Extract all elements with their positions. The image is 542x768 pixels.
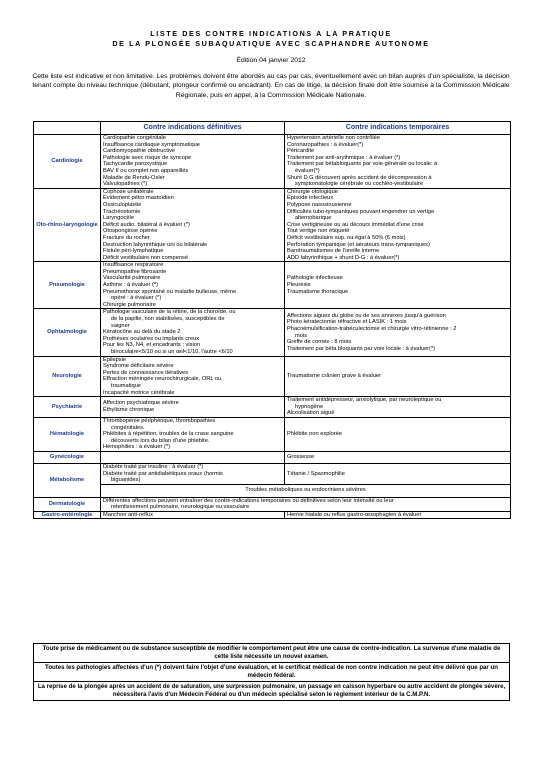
cell-line: Affection psychiatrique sévère (103, 400, 179, 407)
cell-line: Effraction méningée neurochirurgicale, ORL ou (103, 376, 222, 383)
cell-line: Pneumothorax spontané ou maladie bulleuse, même (103, 288, 237, 295)
cell-line: Cardiomyopathie obstructive (103, 148, 176, 155)
table-row (34, 262, 511, 309)
cell-line: Évidement pétro mastoïdien (103, 195, 174, 202)
cell-line: Cophose unilatérale (103, 188, 154, 195)
cell-line: Déficit vestibulaire non compensé (103, 254, 189, 261)
table-row (34, 356, 511, 397)
cell-line: Tout vertige non étiqueté (287, 228, 350, 235)
cell-line: Shunt D G découvert après accident de décompression à (287, 174, 432, 181)
cell-definitive (101, 309, 285, 356)
cell-line: Trachéostomie (103, 208, 141, 215)
cell-line: BAV II ou complet non appareillés (103, 167, 189, 174)
cell-line: Destruction labyrinthique uni ou bilatérale (103, 241, 208, 248)
category-label: Gastro-entérologie (34, 511, 101, 519)
category-label: Cardiologie (34, 135, 101, 189)
cell-line: Insuffisance respiratoire (103, 262, 164, 269)
header-temporary: Contre indications temporaires (285, 122, 511, 135)
cell-line: Prothèses oculaires ou implants creux (103, 335, 200, 342)
cell-line: Phacoémulsification-trabéculectomie et chirurgie vitro-rétinienne : 2 (287, 325, 457, 332)
category-label: Dermatologie (34, 497, 101, 511)
cell-line: de la papille, non stabilisées, susceptibles de (111, 316, 225, 323)
cell-line: Vascularité pulmonaire (103, 275, 161, 282)
category-label: Ophtalmologie (34, 309, 101, 356)
cell-definitive (101, 135, 285, 189)
cell-both (101, 497, 511, 511)
table-row (34, 463, 511, 484)
cell-line: congénitales. (111, 424, 145, 431)
cell-line: Alcoolisation aiguë (287, 410, 335, 417)
cell-line: Incapacité motrice cérébrale (103, 389, 175, 396)
cell-line: évaluer(*) (295, 167, 320, 174)
cell-line: Différentes affections peuvent entraîner des contre-indications temporaires ou définitives selon leur intensité ou leur (103, 497, 394, 504)
cell-line: Traumatisme crânien grave à évaluer (287, 373, 381, 380)
cell-line: biguanides) (111, 477, 141, 484)
category-label: Psychiatrie (34, 397, 101, 418)
cell-line: Cardiopathie congénitale (103, 135, 166, 141)
cell-metabolic-extra: Troubles métaboliques ou endocriniens sévères (101, 484, 511, 497)
cell-line: Traumatisme thoracique (287, 288, 349, 295)
cell-line: Éthylisme chronique (103, 407, 155, 414)
cell-temporary (285, 188, 511, 262)
cell-line: Syndrome déficitaire sévère (103, 363, 174, 370)
cell-line: Traitement par bétabloquants par voie générale ou locale: à (287, 161, 438, 168)
cell-line: Perforation tympanique (et aérateurs trans-tympaniques) (287, 241, 430, 248)
table-row (34, 451, 511, 463)
cell-temporary (285, 417, 511, 451)
cell-line: Polypose nasosinusienne (287, 201, 352, 208)
cell-line: Barotraumatismes de l'oreille interne (287, 248, 380, 255)
cell-line: mois (295, 332, 308, 339)
cell-line: Otospongiose opérée (103, 228, 158, 235)
cell-line: Traitement antidépresseur, anxiolytique, par neuroleptique ou (287, 397, 442, 404)
table-row (34, 397, 511, 418)
cell-line: Déficit audio. bilatéral à évaluer (*) (103, 221, 190, 228)
cell-line: Pour les N3, N4, et encadrants : vision (103, 342, 201, 349)
cell-temporary (285, 511, 511, 519)
intro-paragraph: Cette liste est indicative et non limitative. Les problèmes doivent être abordés au cas par cas, éventuellement avec un bilan auprès d'un spécialiste, la décision tenant compte du niveau technique (débutant, plongeur confirmé ou encadrant). En cas de litige, la décision finale doit être soumise à la Commission Médicale Régionale, puis en appel, à la Commission Médicale Nationale. (32, 73, 510, 99)
cell-line: Affections aigues du globe ou de ses annexes jusqu'à guérison (287, 312, 446, 319)
table-body (34, 135, 511, 519)
table-row (34, 309, 511, 356)
cell-definitive (101, 356, 285, 397)
table-row (34, 417, 511, 451)
cell-definitive (101, 511, 285, 519)
cell-line: Fracture du rocher (103, 234, 150, 241)
cell-line: Tétanie / Spasmophilie (287, 470, 345, 477)
cell-line: Hernie hiatale ou reflux gastro-œsophagien à évaluer (287, 511, 422, 518)
cell-line: Ossiculoplastie (103, 201, 142, 208)
cell-line: Kératocône au delà du stade 2 (103, 329, 181, 336)
table-row (34, 497, 511, 511)
cell-line: Pathologie vasculaire de la rétine, de la choroïde, ou (103, 309, 236, 316)
category-label: Hématologie (34, 417, 101, 451)
cell-line: Pleurésie (287, 282, 311, 289)
cell-line: Coronaropathies : à évaluer(*) (287, 141, 364, 148)
cell-line: Maladie de Rendu-Osler (103, 174, 165, 181)
cell-line: Diabète traité par antidiabétiques oraux (hormis (103, 470, 223, 477)
cell-line: Hypertension artérielle non contrôlée (287, 135, 380, 141)
category-label: Oto-rhino-laryngologie (34, 188, 101, 262)
header-definitive: Contre indications définitives (101, 122, 285, 135)
cell-temporary (285, 356, 511, 397)
cell-temporary (285, 451, 511, 463)
cell-definitive (101, 262, 285, 309)
cell-line: saigner (111, 322, 130, 329)
cell-line: Grossesse (287, 454, 315, 461)
cell-line: ADD labyrinthique + shunt D-G : à évaluer(*) (287, 254, 400, 261)
cell-temporary (285, 309, 511, 356)
cell-line: binoculaire<5/10 ou si un œil<1/10, l'autre <6/10 (111, 349, 233, 355)
cell-line: Épilepsie (103, 356, 127, 363)
cell-line: Valvulopathies (*) (103, 181, 148, 188)
cell-definitive (101, 188, 285, 262)
cell-line: Tachycardie paroxystique (103, 161, 168, 168)
cell-line: Péricardite (287, 148, 315, 155)
cell-definitive (101, 417, 285, 451)
cell-line: Pathologie avec risque de syncope (103, 154, 192, 161)
cell-line: Difficultés tubo-tympaniques pouvant engendrer un vertige (287, 208, 435, 215)
contraindications-table (33, 121, 511, 519)
cell-line: Insuffisance cardiaque symptomatique (103, 141, 200, 148)
cell-line: découverts lors du bilan d'une phlébite. (111, 437, 210, 444)
cell-line: alternobarique (295, 215, 332, 222)
cell-line: Pneumopathie fibrosante (103, 268, 167, 275)
document-title-line2: DE LA PLONGÉE SUBAQUATIQUE AVEC SCAPHANDRE AUTONOME (112, 39, 430, 48)
cell-line: Photo kératectomie réfractive et LASIK : 1 mois (287, 319, 407, 326)
cell-line: Traitement par béta bloquants par voie locale : à évaluer(*) (287, 345, 436, 352)
category-label: Pneumologie (34, 262, 101, 309)
cell-line: Hémophilies : à évaluer (*) (103, 444, 171, 451)
cell-line: Déficit vestibulaire sup. ou égal à 50% (6 mois) (287, 234, 406, 241)
cell-line: Pathologie infectieuse (287, 275, 343, 282)
table-row (34, 511, 511, 519)
cell-line: Manchon anti-reflux (103, 511, 153, 518)
note-medication: Toute prise de médicament ou de substance susceptible de modifier le comportement peut être une cause de contre-indication. La survenue d'une maladie de cette liste nécessite un nouvel examen. (34, 644, 510, 663)
cell-definitive (101, 463, 285, 484)
cell-line: Greffe de cornée : 8 mois (287, 339, 352, 346)
cell-definitive (101, 397, 285, 418)
cell-line: Épisode infectieux (287, 195, 334, 202)
cell-line: Thrombopénie périphérique, thrombopathies (103, 417, 216, 424)
cell-line: Chirurgie pulmonaire (103, 301, 156, 308)
cell-line: Crise vertigineuse ou au décours immédiat d'une crise (287, 221, 424, 228)
table-row (34, 484, 511, 497)
cell-line: Phlébite non explorée (287, 431, 343, 438)
cell-temporary (285, 397, 511, 418)
cell-line: hypnogène (295, 403, 324, 410)
cell-temporary (285, 135, 511, 189)
cell-temporary (285, 262, 511, 309)
header-category-blank (34, 122, 101, 135)
table-row (34, 188, 511, 262)
cell-line: Pertes de connaissance itératives (103, 369, 189, 376)
cell-line: traumatique (111, 382, 142, 389)
category-label: Métabolisme (34, 463, 101, 497)
cell-line: Traitement par anti-arythmique : à évaluer (*) (287, 154, 401, 161)
category-label: Neurologie (34, 356, 101, 397)
cell-line: Phlébites à répétition, troubles de la crase sanguine (103, 431, 234, 438)
cell-line: Chirurgie otologique (287, 188, 338, 195)
category-label: Gynécologie (34, 451, 101, 463)
cell-line: Diabète traité par insuline : à évaluer (*) (103, 463, 204, 470)
cell-line: opéré : à évaluer (*) (111, 295, 162, 302)
cell-definitive (101, 451, 285, 463)
cell-line: symptomatologie cérébrale ou cochléo-vestibulaire (295, 181, 424, 188)
notes-table (33, 643, 510, 701)
table-row (34, 135, 511, 189)
note-asterisk: Toutes les pathologies affectées d'un (*) doivent faire l'objet d'une évaluation, et le certificat médical de non contre indication ne peut être délivré que par un médecin fédéral. (34, 663, 510, 682)
note-resumption: La reprise de la plongée après un accident de de saturation, une surpression pulmonaire, un passage en caisson hyperbare ou autre accident de plongée sévère, nécessitera l'avis d'un Médecin Fédéral ou d'un médecin spécialisé selon le règlement intérieur de la C.M.P.N. (34, 682, 510, 701)
cell-temporary (285, 463, 511, 484)
cell-line: Asthme : à évaluer (*) (103, 282, 159, 289)
cell-line: Fistule péri-lymphatique (103, 248, 164, 255)
cell-line: retentissement pulmonaire, neurologique ou vasculaire (111, 504, 250, 511)
document-title-line1: LISTE DES CONTRE INDICATIONS A LA PRATIQUE (150, 29, 392, 38)
cell-line: Laryngocèle (103, 215, 134, 222)
edition-date: Édition 04 janvier 2012 (236, 57, 306, 64)
